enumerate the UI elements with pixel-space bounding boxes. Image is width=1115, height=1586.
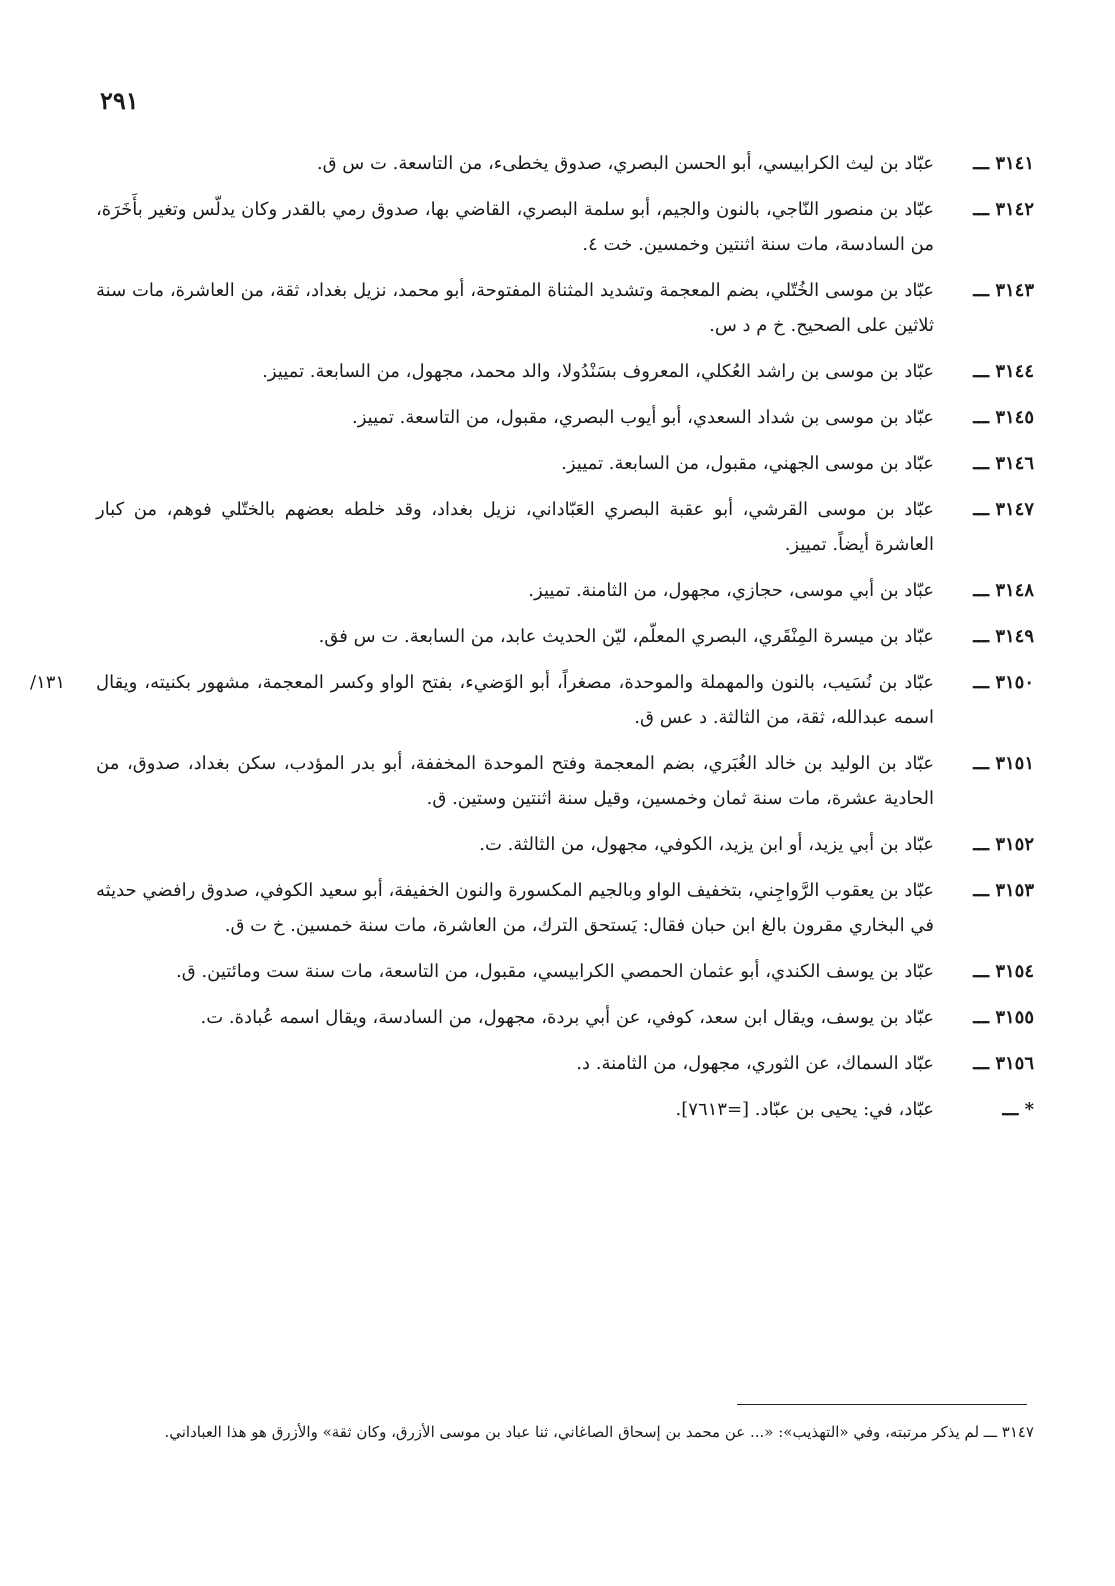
entry-number: ٣١٤١ ـــ: [973, 153, 1034, 174]
entry-3152: [96, 827, 1034, 862]
entry-text: عبّاد بن منصور النّاجي، بالنون والجيم، أبو سلمة البصري، القاضي بها، صدوق رمي بالقدر وكان يدلّس وتغير بأَخَرَة، من السادسة، مات سنة اثنتين وخمسين. خت ٤.: [96, 199, 934, 255]
entry-number: ٣١٤٧ ـــ: [973, 499, 1034, 520]
entry-text: عبّاد بن يعقوب الرَّواجِني، بتخفيف الواو وبالجيم المكسورة والنون الخفيفة، أبو سعيد الكوفي، صدوق رافضي حديثه في البخاري مقرون بالغ ابن حبان فقال: يَستحق الترك، من العاشرة، مات سنة خمسين. خ ت ق.: [96, 880, 934, 936]
entry-number: ٣١٥٦ ـــ: [973, 1053, 1034, 1074]
entry-number: ٣١٤٢ ـــ: [973, 199, 1034, 220]
entry-text: عبّاد بن أبي موسى، حجازي، مجهول، من الثامنة. تمييز.: [528, 580, 934, 601]
entry-3149: [96, 619, 1034, 654]
entry-text: عبّاد بن الوليد بن خالد الغُبَري، بضم المعجمة وفتح الموحدة المخففة، أبو بدر المؤدب، سكن بغداد، صدوق، من الحادية عشرة، مات سنة ثمان وخمسين، وقيل سنة اثنتين وستين. ق.: [96, 753, 934, 809]
entry-text: عبّاد بن ميسرة المِنْقَري، البصري المعلّم، ليّن الحديث عابد، من السابعة. ت س فق.: [318, 626, 934, 647]
entry-text: عبّاد بن موسى بن شداد السعدي، أبو أيوب البصري، مقبول، من التاسعة. تمييز.: [351, 407, 934, 428]
entry-cross-reference: [96, 1092, 1034, 1127]
entry-3148: [96, 573, 1034, 608]
entry-number: ٣١٥٤ ـــ: [973, 961, 1034, 982]
entry-number: ٣١٥١ ـــ: [973, 753, 1034, 774]
entry-number: ٣١٥٢ ـــ: [973, 834, 1034, 855]
entry-3144: [96, 354, 1034, 389]
entry-3142: [96, 192, 1034, 262]
entry-3150: [30, 665, 1034, 735]
entry-3143: [96, 273, 1034, 343]
entry-text: عبّاد بن ليث الكرابيسي، أبو الحسن البصري، صدوق يخطىء، من التاسعة. ت س ق.: [316, 153, 934, 174]
entry-3153: [96, 873, 1034, 943]
entry-text: عبّاد بن نُسَيب، بالنون والمهملة والموحدة، مصغراً، أبو الوَضيء، بفتح الواو وكسر المعجمة، مشهور بكنيته، ويقال اسمه عبدالله، ثقة، من الثالثة. د عس ق.: [96, 672, 934, 728]
entry-text: عبّاد بن موسى بن راشد العُكلي، المعروف بسَنْدُولا، والد محمد، مجهول، من السابعة. تمييز.: [262, 361, 934, 382]
entry-number: ٣١٤٦ ـــ: [973, 453, 1034, 474]
entry-3141: [96, 146, 1034, 181]
footnote-divider: [737, 1404, 1027, 1405]
entry-text: عبّاد بن أبي يزيد، أو ابن يزيد، الكوفي، مجهول، من الثالثة. ت.: [479, 834, 934, 855]
page-number: ٢٩١: [100, 86, 139, 115]
entry-text: عبّاد بن موسى القرشي، أبو عقبة البصري العَبّاداني، نزيل بغداد، وقد خلطه بعضهم بالختّلي فوهم، من كبار العاشرة أيضاً. تمييز.: [96, 499, 934, 555]
entry-3156: [96, 1046, 1034, 1081]
entry-text: عبّاد بن موسى الجهني، مقبول، من السابعة. تمييز.: [561, 453, 934, 474]
entry-text: عبّاد بن يوسف، ويقال ابن سعد، كوفي، عن أبي بردة، مجهول، من السادسة، ويقال اسمه عُبادة. ت.: [200, 1007, 934, 1028]
entry-number: ٣١٤٤ ـــ: [973, 361, 1034, 382]
entry-3146: [96, 446, 1034, 481]
entry-text: عبّاد السماك، عن الثوري، مجهول، من الثامنة. د.: [576, 1053, 934, 1074]
entry-text: عبّاد، في: يحيى بن عبّاد. [=٧٦١٣].: [675, 1099, 934, 1120]
footnote: ٣١٤٧ ـــ لم يذكر مرتبته، وفي «التهذيب»: «... عن محمد بن إسحاق الصاغاني، ثنا عباد بن موسى الأزرق، وكان ثقة» والأزرق هو هذا العباداني.: [164, 1423, 1034, 1441]
entry-number: ٣١٥٣ ـــ: [973, 880, 1034, 901]
margin-page-reference: ١٣١/: [30, 672, 66, 693]
entry-3154: [96, 954, 1034, 989]
entry-number: ٣١٥٥ ـــ: [973, 1007, 1034, 1028]
entry-number: ٣١٤٨ ـــ: [973, 580, 1034, 601]
entry-number: ٣١٥٠ ـــ: [973, 672, 1034, 693]
entry-number: ٣١٤٣ ـــ: [973, 280, 1034, 301]
entries-list: [30, 146, 1034, 1138]
entry-text: عبّاد بن موسى الخُتّلي، بضم المعجمة وتشديد المثناة المفتوحة، أبو محمد، نزيل بغداد، ثقة، من العاشرة، مات سنة ثلاثين على الصحيح. خ م د س.: [96, 280, 934, 336]
entry-number: ٣١٤٥ ـــ: [973, 407, 1034, 428]
entry-3147: [96, 492, 1034, 562]
entry-number: * ـــ: [1002, 1099, 1034, 1120]
entry-3145: [96, 400, 1034, 435]
entry-3151: [96, 746, 1034, 816]
entry-text: عبّاد بن يوسف الكندي، أبو عثمان الحمصي الكرابيسي، مقبول، من التاسعة، مات سنة ست ومائتين. ق.: [176, 961, 934, 982]
entry-number: ٣١٤٩ ـــ: [973, 626, 1034, 647]
entry-3155: [96, 1000, 1034, 1035]
